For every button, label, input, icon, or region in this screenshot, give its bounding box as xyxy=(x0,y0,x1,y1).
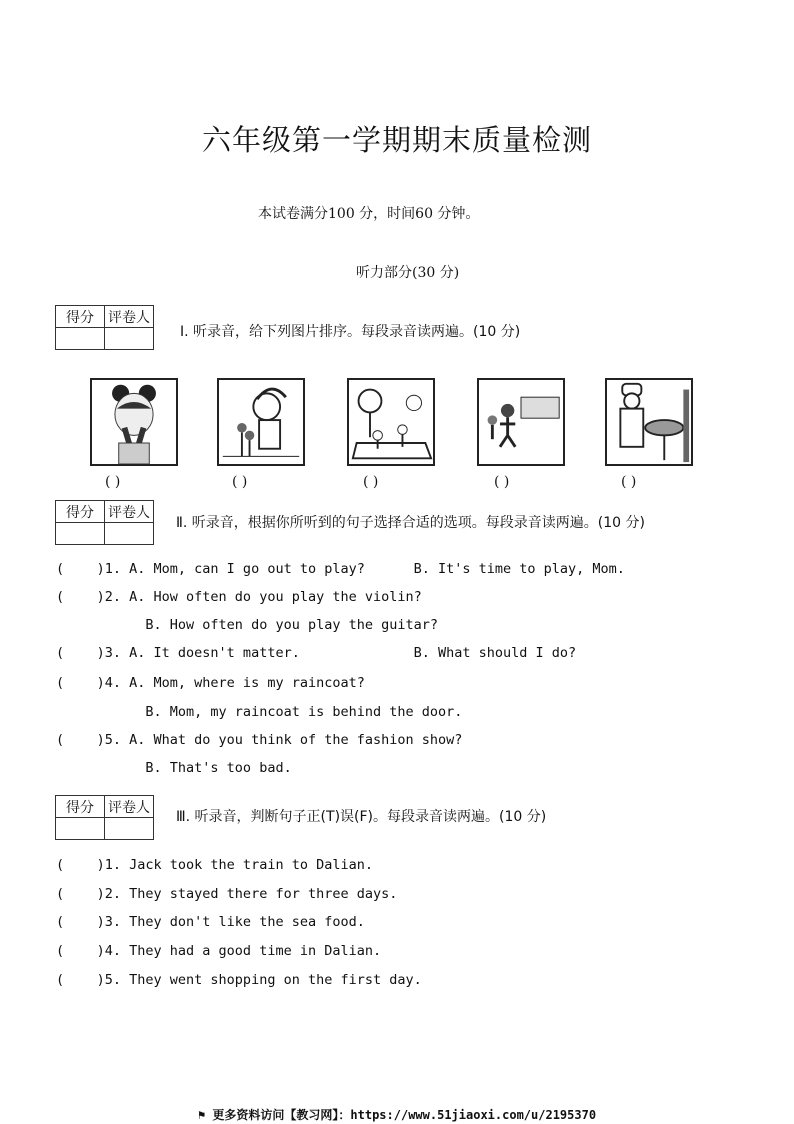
question-line: ( )2. A. How often do you play the violin? xyxy=(56,589,422,605)
picture-girl-covering-face xyxy=(90,378,178,466)
score-label: 得分 xyxy=(56,796,105,818)
score-cell[interactable] xyxy=(56,818,105,840)
question-line: ( )4. They had a good time in Dalian. xyxy=(56,943,382,959)
question-line: ( )5. A. What do you think of the fashion show? xyxy=(56,732,463,748)
question-line: ( )1. Jack took the train to Dalian. xyxy=(56,857,373,873)
answer-blank-2[interactable]: ( ) xyxy=(232,474,248,490)
reviewer-cell[interactable] xyxy=(105,328,154,350)
exam-info: 本试卷满分100 分，时间60 分钟。 xyxy=(258,206,480,222)
question-line: ( )2. They stayed there for three days. xyxy=(56,886,398,902)
picture-baker-with-cake xyxy=(605,378,693,466)
reviewer-cell[interactable] xyxy=(105,818,154,840)
question-line: ( )4. A. Mom, where is my raincoat? xyxy=(56,675,365,691)
question-line: B. That's too bad. xyxy=(56,760,292,776)
question-line: ( )3. A. It doesn't matter. B. What should I do? xyxy=(56,645,577,661)
footer-link[interactable] xyxy=(0,1106,794,1123)
score-box-3 xyxy=(55,795,154,840)
score-label: 得分 xyxy=(56,306,105,328)
picture-children-playing xyxy=(477,378,565,466)
reviewer-label: 评卷人 xyxy=(105,501,154,523)
section2-heading: Ⅱ. 听录音，根据你所听到的句子选择合适的选项。每段录音读两遍。(10 分) xyxy=(176,515,645,531)
picture-girl-with-flowers xyxy=(217,378,305,466)
reviewer-label: 评卷人 xyxy=(105,796,154,818)
section1-heading: Ⅰ. 听录音，给下列图片排序。每段录音读两遍。(10 分) xyxy=(180,324,521,340)
question-line: B. How often do you play the guitar? xyxy=(56,617,439,633)
score-label: 得分 xyxy=(56,501,105,523)
section3-heading: Ⅲ. 听录音，判断句子正(T)误(F)。每段录音读两遍。(10 分) xyxy=(176,809,547,825)
flag-icon: ⚑ xyxy=(197,1108,206,1122)
answer-blank-4[interactable]: ( ) xyxy=(494,474,510,490)
score-box-1 xyxy=(55,305,154,350)
question-line: ( )5. They went shopping on the first day. xyxy=(56,972,422,988)
answer-blank-5[interactable]: ( ) xyxy=(621,474,637,490)
score-cell[interactable] xyxy=(56,523,105,545)
part-title: 听力部分(30 分) xyxy=(356,265,460,281)
answer-blank-3[interactable]: ( ) xyxy=(363,474,379,490)
footer-text: 更多资料访问【教习网】：https://www.51jiaoxi.com/u/2195370 xyxy=(212,1108,597,1122)
score-box-2 xyxy=(55,500,154,545)
reviewer-cell[interactable] xyxy=(105,523,154,545)
question-line: B. Mom, my raincoat is behind the door. xyxy=(56,704,463,720)
picture-picnic-under-tree xyxy=(347,378,435,466)
question-line: ( )1. A. Mom, can I go out to play? B. It's time to play, Mom. xyxy=(56,561,625,577)
score-cell[interactable] xyxy=(56,328,105,350)
question-line: ( )3. They don't like the sea food. xyxy=(56,914,365,930)
reviewer-label: 评卷人 xyxy=(105,306,154,328)
page-title: 六年级第一学期期末质量检测 xyxy=(201,123,592,157)
answer-blank-1[interactable]: ( ) xyxy=(105,474,121,490)
